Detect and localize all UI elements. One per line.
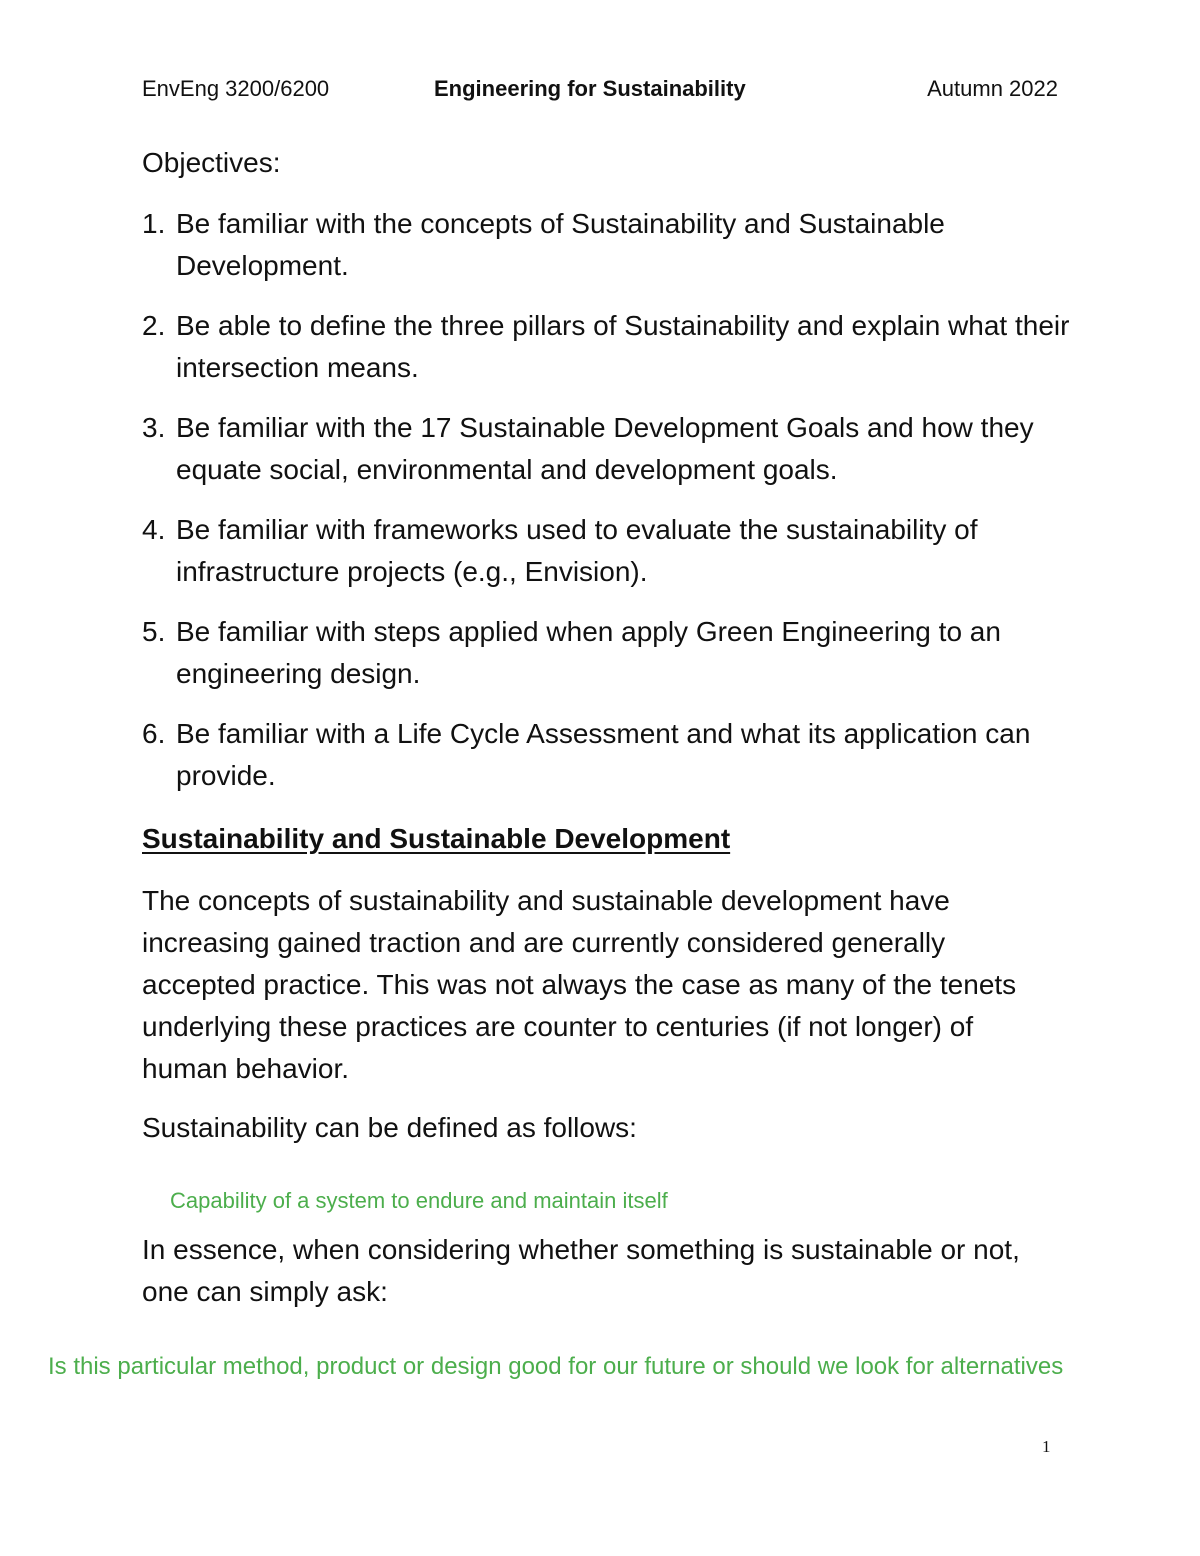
objective-text: Be familiar with steps applied when apply Green Engineering to an engineering design. — [176, 616, 1001, 689]
definition-lead-paragraph: Sustainability can be defined as follows: — [142, 1112, 637, 1143]
objective-number: 3. — [142, 412, 166, 443]
key-question-quote: Is this particular method, product or design good for our future or should we look for alternatives — [48, 1353, 1064, 1380]
objective-item-6 — [142, 713, 1072, 797]
essence-paragraph: In essence, when considering whether something is sustainable or not, one can simply ask: — [142, 1234, 1020, 1307]
objective-item-2 — [142, 305, 1072, 389]
objectives-label: Objectives: — [142, 147, 281, 178]
objective-text: Be familiar with a Life Cycle Assessment and what its application can provide. — [176, 718, 1031, 791]
objective-item-3 — [142, 407, 1072, 491]
objective-text: Be able to define the three pillars of Sustainability and explain what their intersection means. — [176, 310, 1070, 383]
objective-number: 1. — [142, 208, 166, 239]
course-code: EnvEng 3200/6200 — [142, 76, 330, 101]
objective-number: 2. — [142, 310, 166, 341]
page-header — [142, 74, 1058, 104]
objectives-list — [142, 203, 1072, 815]
page-number: 1 — [1042, 1437, 1051, 1456]
section-heading: Sustainability and Sustainable Development — [142, 823, 731, 854]
objective-item-1 — [142, 203, 1072, 287]
course-title: Engineering for Sustainability — [434, 76, 746, 101]
objective-number: 5. — [142, 616, 166, 647]
term-label: Autumn 2022 — [927, 76, 1058, 101]
objective-text: Be familiar with the 17 Sustainable Development Goals and how they equate social, environmental and development goals. — [176, 412, 1034, 485]
intro-paragraph: The concepts of sustainability and sustainable development have increasing gained traction and are currently considered generally accepted practice. This was not always the case as many of the tenets underlying these practices are counter to centuries (if not longer) of human behavior. — [142, 885, 1017, 1084]
objective-text: Be familiar with the concepts of Sustainability and Sustainable Development. — [176, 208, 945, 281]
objective-text: Be familiar with frameworks used to evaluate the sustainability of infrastructure projects (e.g., Envision). — [176, 514, 978, 587]
objective-number: 6. — [142, 718, 166, 749]
definition-quote: Capability of a system to endure and maintain itself — [170, 1188, 668, 1213]
objective-item-4 — [142, 509, 1072, 593]
objective-number: 4. — [142, 514, 166, 545]
objective-item-5 — [142, 611, 1072, 695]
